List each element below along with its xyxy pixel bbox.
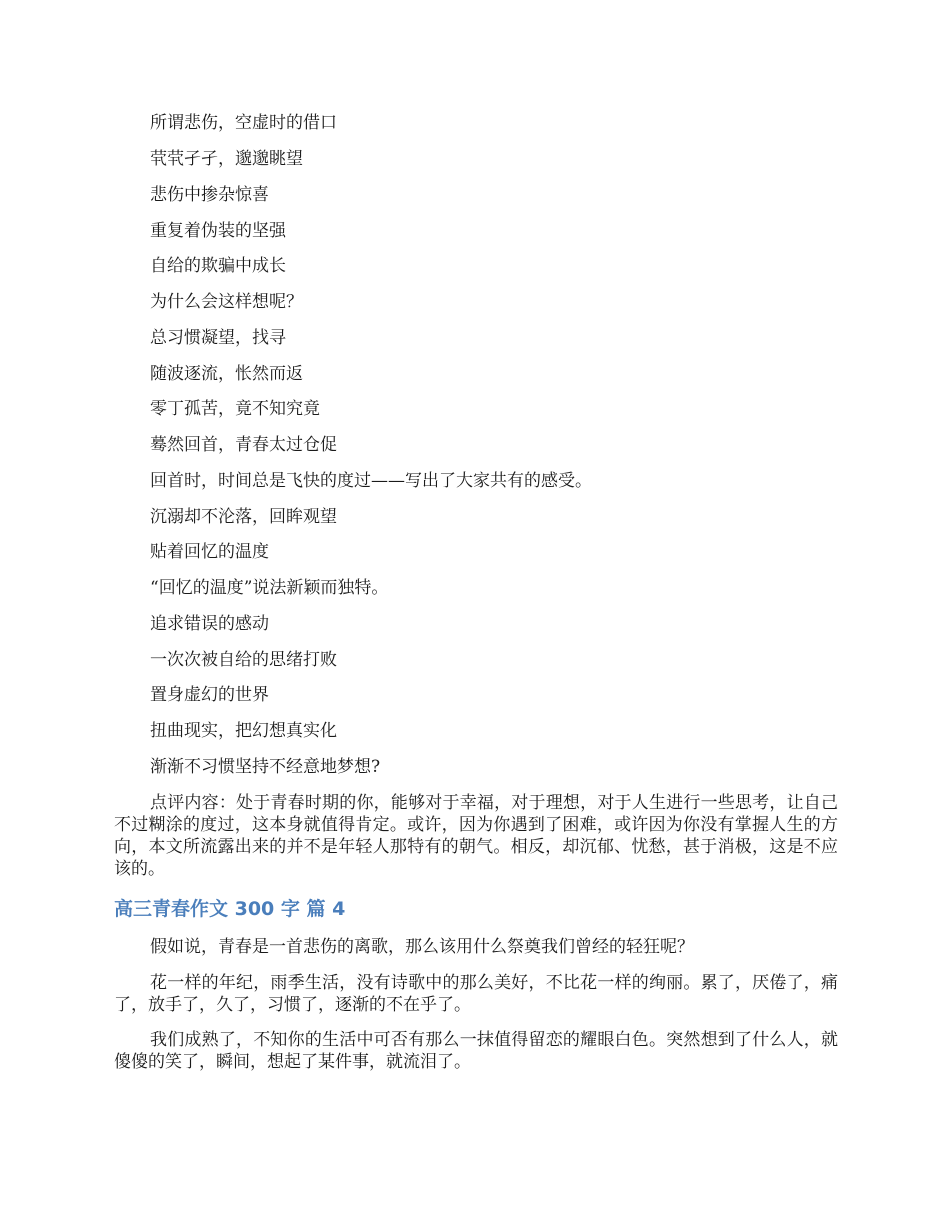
poem-line: 一次次被自给的思绪打败 [150,650,337,670]
poem-line: 随波逐流，怅然而返 [150,364,303,384]
poem-line: 重复着伪装的坚强 [150,221,286,241]
poem-annotation: “回忆的温度”说法新颖而独特。 [150,578,389,598]
body-paragraph: 花一样的年纪，雨季生活，没有诗歌中的那么美好，不比花一样的绚丽。累了，厌倦了，痛了，放手了，久了，习惯了，逐渐的不在乎了。 [114,973,838,1015]
poem-line: 扭曲现实，把幻想真实化 [150,721,337,741]
poem-line: 零丁孤苦，竟不知究竟 [150,399,320,419]
poem-line: 渐渐不习惯坚持不经意地梦想? [150,757,381,777]
poem-line: 自给的欺骗中成长 [150,256,286,276]
poem-line: 为什么会这样想呢？ [150,292,303,312]
section-heading: 高三青春作文 300 字 篇 4 [114,898,346,920]
poem-line: 置身虚幻的世界 [150,685,269,705]
poem-line: 悲伤中掺杂惊喜 [150,185,269,205]
body-paragraph: 假如说，青春是一首悲伤的离歌，那么该用什么祭奠我们曾经的轻狂呢？ [150,937,694,957]
poem-annotation: 回首时，时间总是飞快的度过——写出了大家共有的感受。 [150,471,592,491]
poem-line: 茕茕孑孑，邈邈眺望 [150,149,303,169]
body-paragraph: 我们成熟了，不知你的生活中可否有那么一抹值得留恋的耀眼白色。突然想到了什么人，就傻傻的笑了，瞬间，想起了某件事，就流泪了。 [114,1030,838,1072]
comment-paragraph: 点评内容：处于青春时期的你，能够对于幸福，对于理想，对于人生进行一些思考，让自己不过糊涂的度过，这本身就值得肯定。或许，因为你遇到了困难，或许因为你没有掌握人生的方向，本文所流露出来的并不是年轻人那特有的朝气。相反，却沉郁、忧愁，甚于消极，这是不应该的。 [114,793,838,879]
poem-line: 蓦然回首，青春太过仓促 [150,435,337,455]
poem-line: 总习惯凝望，找寻 [150,328,286,348]
poem-line: 所谓悲伤，空虚时的借口 [150,113,337,133]
poem-line: 沉溺却不沦落，回眸观望 [150,507,337,527]
poem-line: 追求错误的感动 [150,614,269,634]
poem-line: 贴着回忆的温度 [150,542,269,562]
